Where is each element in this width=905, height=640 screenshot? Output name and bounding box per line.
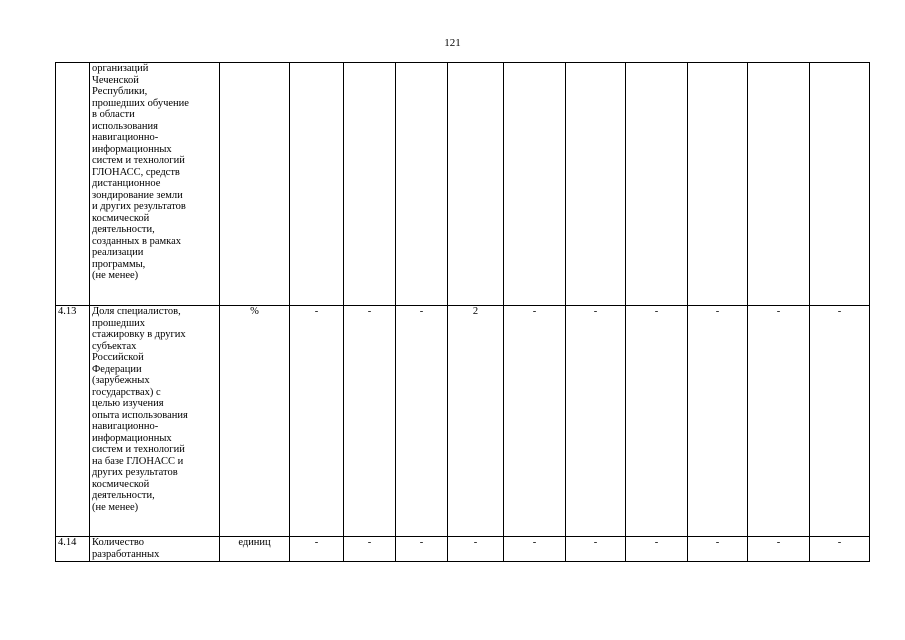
value-cell: 2 [448,306,504,537]
table-row [56,537,870,562]
value-cell [448,63,504,306]
unit-cell: % [220,306,290,537]
value-cell: - [290,537,344,562]
value-cell: - [566,306,626,537]
value-cell: - [748,537,810,562]
value-cell [688,63,748,306]
value-cell [810,63,870,306]
indicator-name: Доля специалистов, прошедших стажировку в других субъектах Российской Федерации (зарубежных государствах) с целью изучения опыта использования навигационно- информационных систем и технологий на базе ГЛОНАСС и других результатов космической деятельности, (не менее) [90,306,220,537]
unit-cell: единиц [220,537,290,562]
value-cell: - [396,537,448,562]
value-cell: - [344,537,396,562]
value-cell: - [290,306,344,537]
value-cell: - [748,306,810,537]
value-cell: - [626,306,688,537]
value-cell [344,63,396,306]
table-row [56,306,870,537]
table-row [56,63,870,306]
value-cell: - [504,537,566,562]
value-cell: - [810,306,870,537]
value-cell [566,63,626,306]
value-cell: - [504,306,566,537]
value-cell: - [566,537,626,562]
value-cell [290,63,344,306]
value-cell [748,63,810,306]
value-cell: - [448,537,504,562]
value-cell: - [626,537,688,562]
value-cell: - [344,306,396,537]
value-cell: - [396,306,448,537]
page-number: 121 [444,37,461,49]
value-cell: - [688,306,748,537]
value-cell [396,63,448,306]
unit-cell [220,63,290,306]
indicator-name: Количество разработанных [90,537,220,562]
indicators-table [55,62,870,562]
value-cell [626,63,688,306]
row-number: 4.13 [56,306,90,537]
row-number: 4.14 [56,537,90,562]
indicator-name: организаций Чеченской Республики, прошедших обучение в области использования навигационно- информационных систем и технологий ГЛОНАСС, средств дистанционное зондирование земли и других результатов космической деятельности, созданных в рамках реализации программы, (не менее) [90,63,220,306]
value-cell [504,63,566,306]
row-number [56,63,90,306]
value-cell: - [810,537,870,562]
value-cell: - [688,537,748,562]
